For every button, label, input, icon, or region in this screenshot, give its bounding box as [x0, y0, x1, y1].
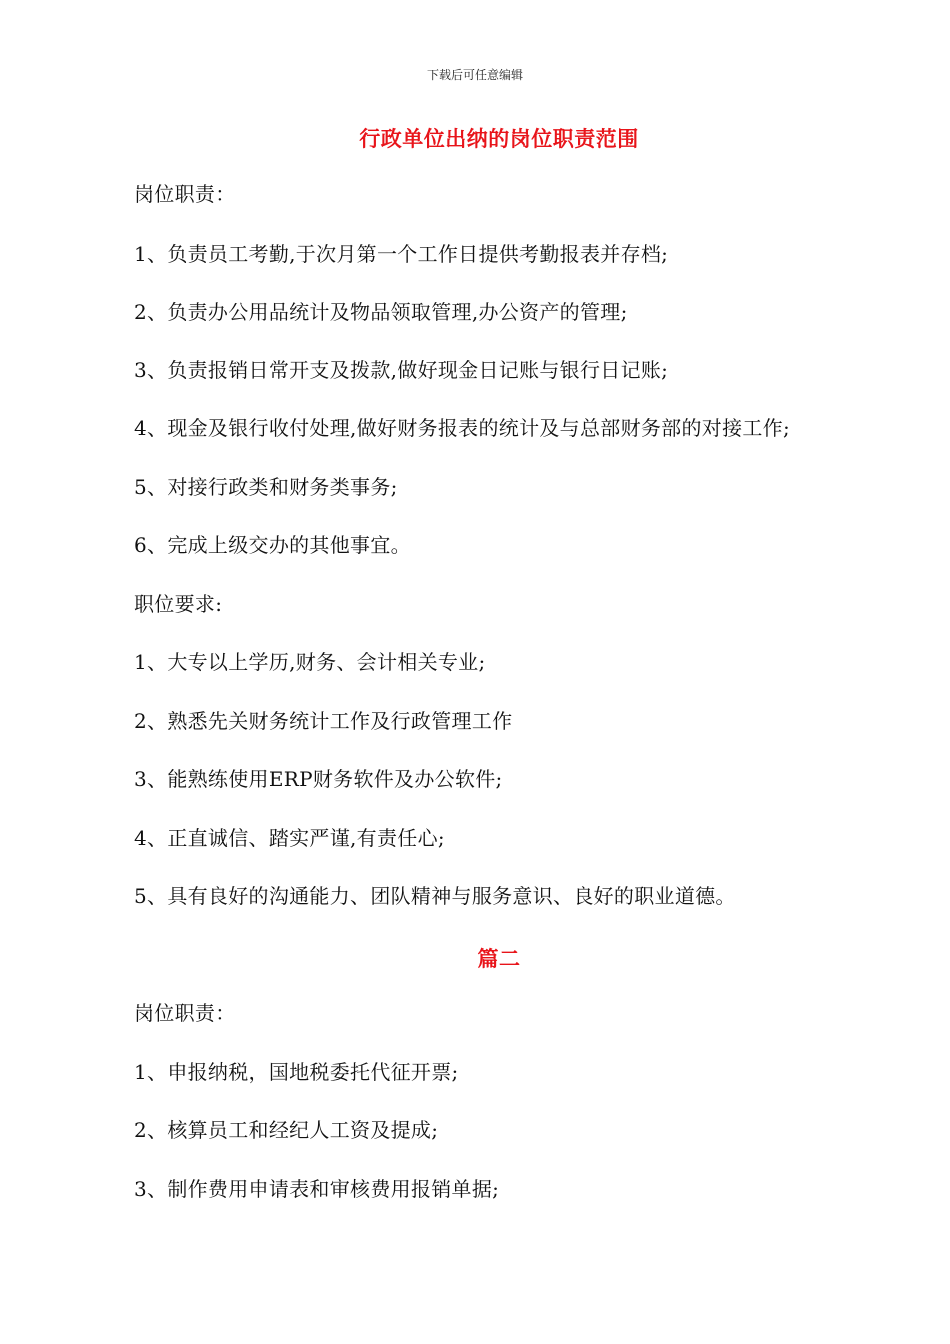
duty-item-3: 3、负责报销日常开支及拨款,做好现金日记账与银行日记账;: [134, 358, 669, 382]
requirements-heading: 职位要求:: [134, 592, 223, 616]
requirement-item-3: 3、能熟练使用ERP财务软件及办公软件;: [134, 767, 503, 791]
header-note: 下载后可任意编辑: [426, 68, 523, 82]
duties-heading: 岗位职责：: [134, 182, 236, 206]
duties-heading-2: 岗位职责：: [134, 1001, 236, 1025]
requirement-item-5: 5、具有良好的沟通能力、团队精神与服务意识、良好的职业道德。: [134, 884, 736, 908]
duty-item-5: 5、对接行政类和财务类事务;: [134, 475, 398, 499]
duty-item-6: 6、完成上级交办的其他事宜。: [134, 533, 411, 557]
requirement-item-4: 4、正直诚信、踏实严谨,有责任心;: [134, 826, 445, 850]
document-title: 行政单位出纳的岗位职责范围: [359, 126, 639, 151]
section-title-2: 篇二: [477, 946, 521, 971]
duty2-item-1: 1、申报纳税，国地税委托代征开票;: [134, 1060, 459, 1084]
requirement-item-2: 2、熟悉先关财务统计工作及行政管理工作: [134, 709, 513, 733]
duty2-item-2: 2、核算员工和经纪人工资及提成;: [134, 1118, 439, 1142]
duty-item-1: 1、负责员工考勤,于次月第一个工作日提供考勤报表并存档;: [134, 242, 669, 266]
duty-item-4: 4、现金及银行收付处理,做好财务报表的统计及与总部财务部的对接工作;: [134, 416, 791, 440]
requirement-item-1: 1、大专以上学历,财务、会计相关专业;: [134, 650, 486, 674]
duty2-item-3: 3、制作费用申请表和审核费用报销单据;: [134, 1177, 500, 1201]
duty-item-2: 2、负责办公用品统计及物品领取管理,办公资产的管理;: [134, 300, 628, 324]
